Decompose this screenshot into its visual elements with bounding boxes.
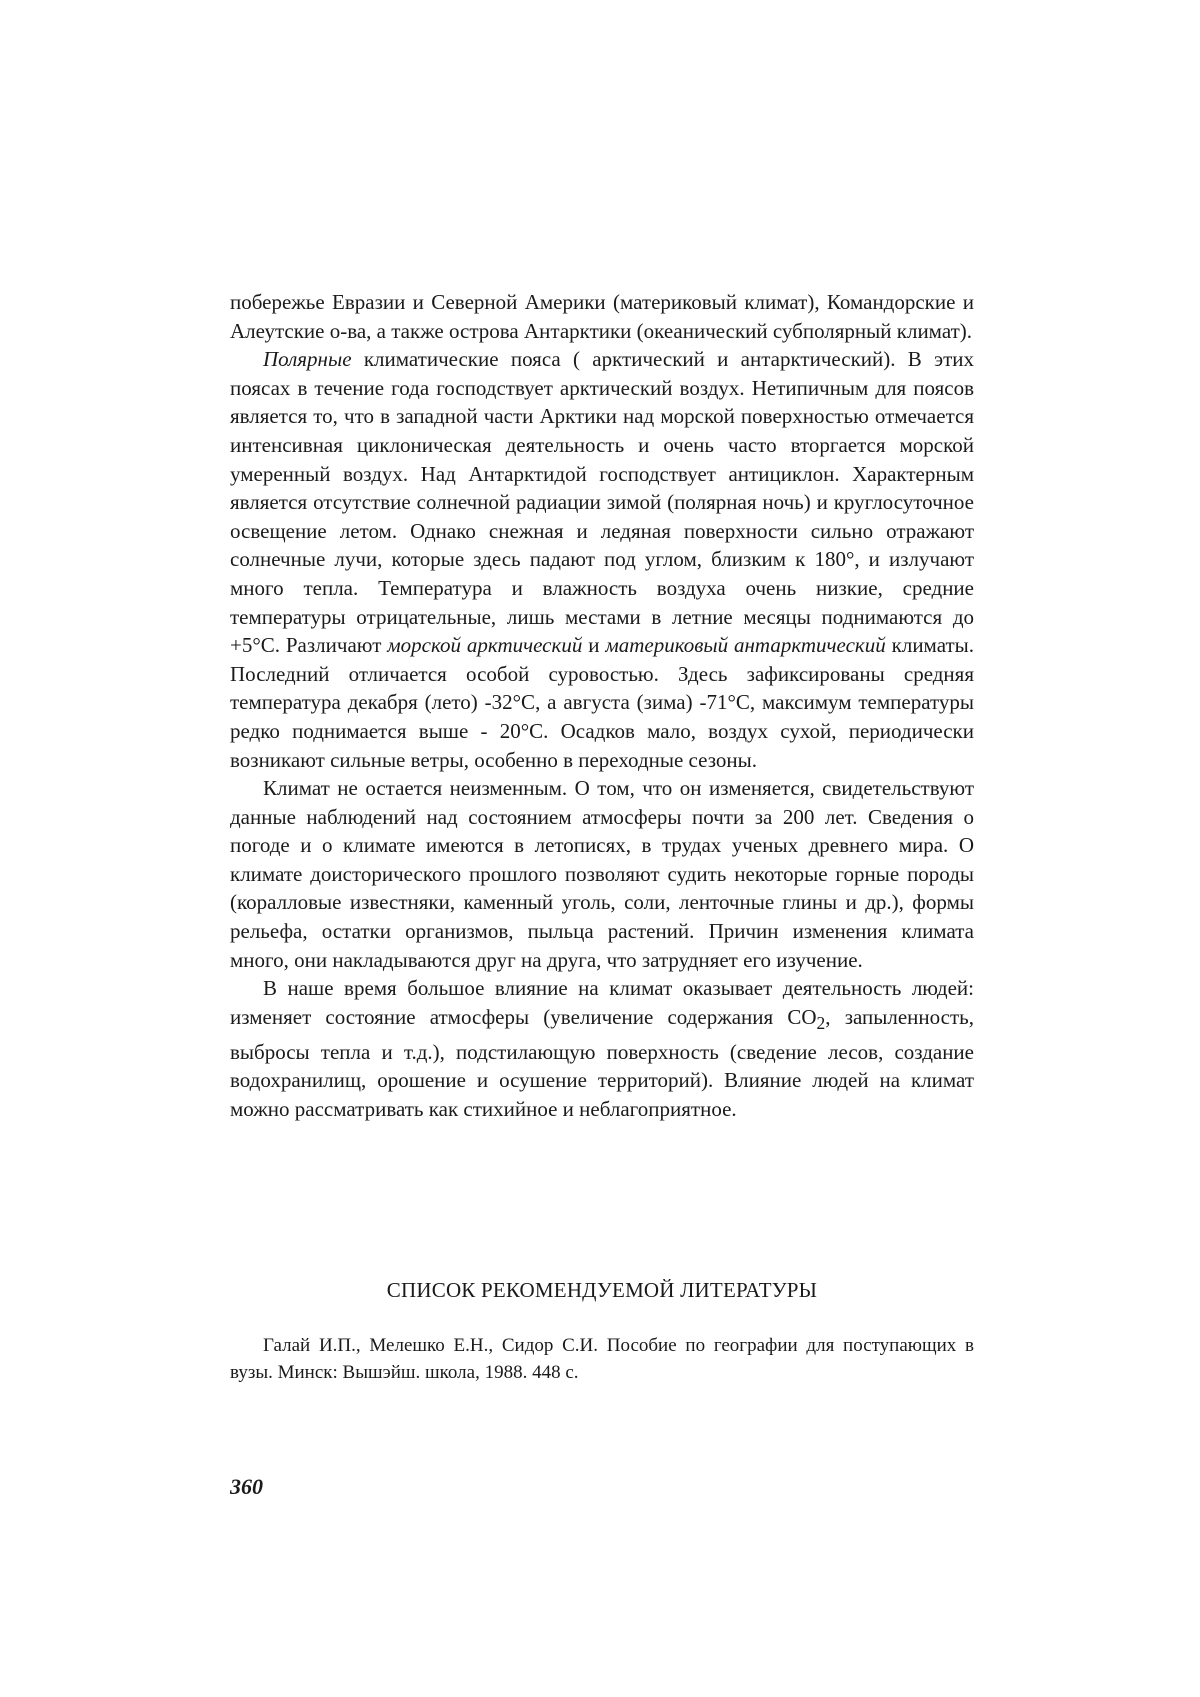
body-text — [230, 288, 974, 1123]
paragraph-4 — [230, 974, 974, 1123]
paragraph-4-text-b: , запыленность, выбросы тепла и т.д.), подстилающую поверхность (сведение лесов, создание водохранилищ, орошение и осушение территорий). Влияние людей на климат можно рассматривать как стихийное и неблагоприятное. — [230, 1004, 975, 1121]
italic-term-polar: Полярные — [263, 347, 352, 372]
paragraph-4-text-a: В наше время большое влияние на климат оказывает деятельность людей: изменяет состояние атмосферы (увеличение содержания СО — [230, 976, 974, 1029]
paragraph-2 — [230, 345, 974, 774]
paragraph-2-conjunction: и — [582, 633, 606, 658]
paragraph-3: Климат не остается неизменным. О том, что он изменяется, свидетельствуют данные наблюдений над состоянием атмосферы почти за 200 лет. Сведения о погоде и о климате имеются в летописях, в трудах ученых древнего мира. О климате доисторического прошлого позволяют судить некоторые горные породы (коралловые известняки, каменный уголь, соли, ленточные глины и др.), формы рельефа, остатки организмов, пыльца растений. Причин изменения климата много, они накладываются друг на друга, что затрудняет его изучение. — [230, 776, 974, 972]
page-number: 360 — [230, 1474, 263, 1499]
reference-entry: Галай И.П., Мелешко Е.Н., Сидор С.И. Пособие по географии для поступающих в вузы. Минск: Вышэйш. школа, 1988. 448 с. — [230, 1335, 974, 1383]
italic-term-marine-arctic: морской арктический — [387, 633, 583, 658]
italic-term-continental-antarctic: материковый антарктический — [605, 633, 886, 658]
paragraph-2-text-b: климаты. Последний отличается особой суровостью. Здесь зафиксированы средняя температура декабря (лето) -32°С, а августа (зима) -71°С, максимум температуры редко поднимается выше - 20°С. Осадков мало, воздух сухой, периодически возникают сильные ветры, особенно в переходные сезоны. — [230, 633, 975, 772]
references-heading: СПИСОК РЕКОМЕНДУЕМОЙ ЛИТЕРАТУРЫ — [386, 1278, 818, 1302]
paragraph-1: побережье Евразии и Северной Америки (материковый климат), Командорские и Алеутские о-ва, а также острова Антарктики (океанический субполярный климат). — [230, 290, 974, 343]
paragraph-2-text-a: климатические пояса ( арктический и антарктический). В этих поясах в течение года господствует арктический воздух. Нетипичным для поясов является то, что в западной части Арктики над морской поверхностью отмечается интенсивная циклоническая деятельность и очень часто вторгается морской умеренный воздух. Над Антарктидой господствует антициклон. Характерным является отсутствие солнечной радиации зимой (полярная ночь) и круглосуточное освещение летом. Однако снежная и ледяная поверхности сильно отражают солнечные лучи, которые здесь падают под углом, близким к 180°, и излучают много тепла. Температура и влажность воздуха очень низкие, средние температуры отрицательные, лишь местами в летние месяцы поднимаются до +5°С. Различают — [230, 347, 974, 658]
co2-subscript: 2 — [816, 1013, 826, 1034]
